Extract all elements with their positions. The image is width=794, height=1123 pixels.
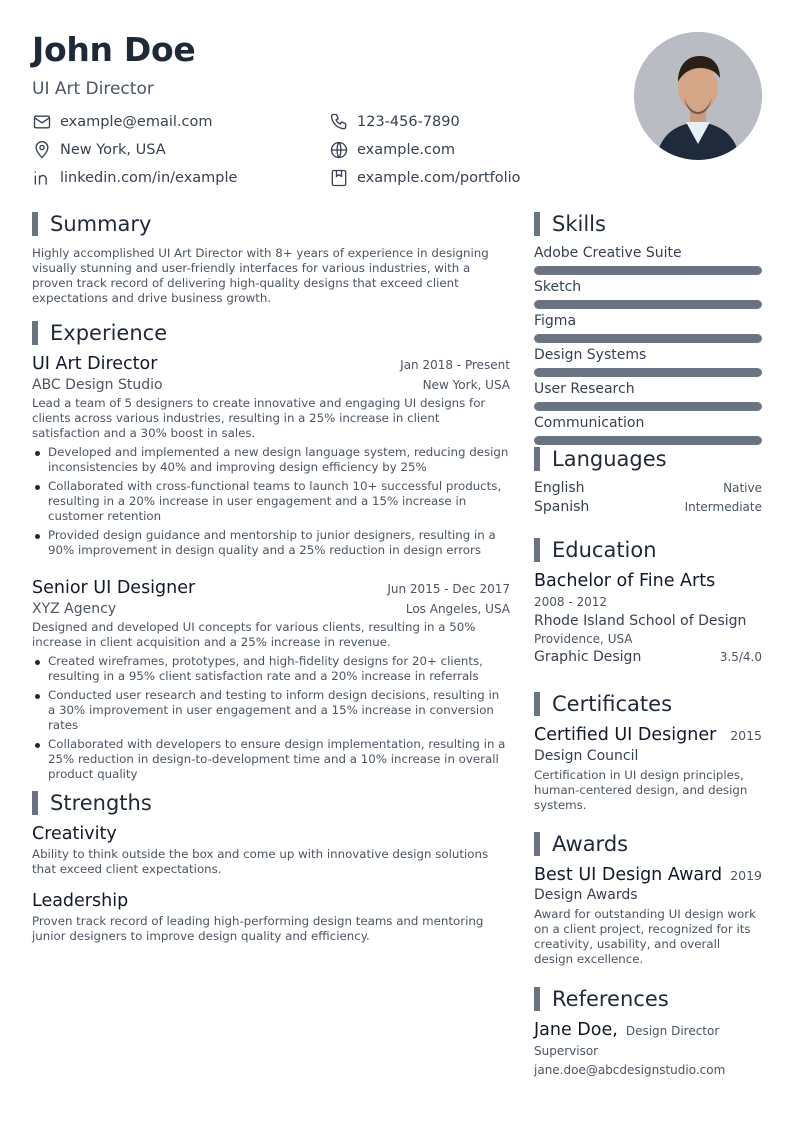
references-heading [534, 987, 669, 1011]
profile-photo [634, 32, 762, 160]
references-heading-text: References [552, 987, 669, 1011]
reference-relation: Supervisor [534, 1044, 599, 1058]
skills-heading-text: Skills [552, 212, 606, 236]
award-description: Award for outstanding UI design work on a client project, recognized for its creativity, usability, and overall design excellence. [534, 907, 756, 966]
job-title: Senior UI Designer [32, 578, 196, 598]
heading-accent-bar [534, 832, 540, 856]
certificate-entry [534, 725, 762, 813]
job-bullets [32, 445, 510, 558]
location-text: New York, USA [60, 142, 166, 158]
contact-phone[interactable] [329, 112, 460, 132]
portrait-image [634, 32, 762, 160]
summary-heading [32, 212, 151, 236]
reference-name-row [534, 1020, 762, 1040]
linkedin-text: linkedin.com/in/example [60, 170, 238, 186]
languages-list [534, 480, 762, 515]
language-item [534, 499, 762, 515]
reference-name: Jane Doe, [534, 1020, 618, 1040]
skill-bar-fill [534, 436, 762, 445]
heading-accent-bar [32, 212, 38, 236]
certificate-title: Certified UI Designer [534, 725, 717, 745]
reference-entry [534, 1020, 762, 1077]
contact-linkedin[interactable] [32, 168, 237, 188]
reference-role: Design Director [625, 1024, 720, 1038]
certificates-heading [534, 692, 672, 716]
job-title: UI Art Director [32, 354, 158, 374]
phone-icon [329, 112, 349, 132]
education-heading-text: Education [552, 538, 657, 562]
heading-accent-bar [32, 791, 38, 815]
skill-name: User Research [534, 381, 635, 397]
awards-heading [534, 832, 628, 856]
contact-email[interactable] [32, 112, 212, 132]
skill-bar [534, 334, 762, 343]
skill-name: Sketch [534, 279, 582, 295]
globe-icon [329, 140, 349, 160]
skill-item [534, 381, 762, 411]
strength-item [32, 824, 510, 877]
skill-name: Communication [534, 415, 645, 431]
awards-heading-text: Awards [552, 832, 629, 856]
job-dates: Jan 2018 - Present [400, 358, 510, 372]
job-location: Los Angeles, USA [405, 602, 510, 616]
job-location: New York, USA [422, 378, 510, 392]
map-pin-icon [32, 140, 52, 160]
education-field-row [534, 649, 762, 665]
job-company: XYZ Agency [32, 601, 117, 617]
award-entry [534, 865, 762, 967]
skill-bar-fill [534, 266, 762, 275]
skill-bar-fill [534, 300, 762, 309]
education-entry [534, 571, 762, 665]
languages-heading [534, 447, 667, 471]
experience-heading [32, 321, 167, 345]
job-bullet: Created wireframes, prototypes, and high-fidelity designs for 20+ clients, resulting in a 95% client satisfaction rate and a 20% increase in referrals [32, 654, 510, 684]
reference-email[interactable]: jane.doe@abcdesignstudio.com [534, 1063, 726, 1077]
award-year: 2019 [730, 868, 762, 883]
job-description: Lead a team of 5 designers to create innovative and engaging UI designs for clients across various industries, resulting in a 25% increase in client satisfaction and a 30% boost in sales. [32, 396, 486, 440]
job-entry [32, 578, 510, 786]
contact-portfolio[interactable] [329, 168, 521, 188]
candidate-title: UI Art Director [32, 79, 154, 99]
job-bullet: Collaborated with cross-functional teams to launch 10+ successful products, resulting in a 20% increase in user engagement and a 15% increase in customer retention [32, 479, 510, 524]
skill-item [534, 279, 762, 309]
portfolio-text: example.com/portfolio [357, 170, 521, 186]
job-dates: Jun 2015 - Dec 2017 [387, 582, 510, 596]
gpa: 3.5/4.0 [719, 650, 762, 664]
heading-accent-bar [534, 447, 540, 471]
job-description: Designed and developed UI concepts for various clients, resulting in a 50% increase in client acquisition and a 25% increase in revenue. [32, 620, 476, 649]
skills-list [534, 245, 762, 445]
strength-text: Proven track record of leading high-performing design teams and mentoring junior designers to improve design quality and efficiency. [32, 914, 484, 943]
job-entry [32, 354, 510, 562]
heading-accent-bar [534, 987, 540, 1011]
school-location: Providence, USA [534, 632, 633, 646]
skill-bar-fill [534, 334, 762, 343]
skill-bar [534, 266, 762, 275]
experience-heading-text: Experience [50, 321, 168, 345]
job-bullet: Collaborated with developers to ensure design implementation, resulting in a 25% reduction in design-to-development time and a 10% increase in overall product quality [32, 737, 510, 782]
heading-accent-bar [32, 321, 38, 345]
contact-website[interactable] [329, 140, 455, 160]
degree-title: Bachelor of Fine Arts [534, 571, 716, 591]
job-bullet: Conducted user research and testing to inform design decisions, resulting in a 30% improvement in user engagement and a 15% increase in conversion rates [32, 688, 510, 733]
skill-bar [534, 402, 762, 411]
strength-title: Creativity [32, 824, 117, 844]
languages-heading-text: Languages [552, 447, 667, 471]
skill-item [534, 347, 762, 377]
language-name: English [534, 480, 585, 496]
heading-accent-bar [534, 212, 540, 236]
skill-item [534, 313, 762, 343]
skill-bar [534, 300, 762, 309]
school-name: Rhode Island School of Design [534, 613, 747, 629]
job-company: ABC Design Studio [32, 377, 163, 393]
skill-bar [534, 436, 762, 445]
language-name: Spanish [534, 499, 590, 515]
heading-accent-bar [534, 692, 540, 716]
summary-text: Highly accomplished UI Art Director with 8+ years of experience in designing visually stunning and user-friendly interfaces for various industries, with a proven track record of delivering high-quality designs that exceed client expectations and drive business growth. [32, 246, 489, 305]
skills-heading [534, 212, 606, 236]
strength-title: Leadership [32, 891, 129, 911]
education-dates: 2008 - 2012 [534, 595, 608, 609]
job-bullets [32, 654, 510, 782]
strengths-heading-text: Strengths [50, 791, 152, 815]
skill-name: Adobe Creative Suite [534, 245, 682, 261]
website-text: example.com [357, 142, 455, 158]
skill-item [534, 415, 762, 445]
certificate-issuer: Design Council [534, 748, 639, 764]
award-title: Best UI Design Award [534, 865, 723, 885]
skill-bar-fill [534, 368, 762, 377]
heading-accent-bar [534, 538, 540, 562]
envelope-icon [32, 112, 52, 132]
phone-text: 123-456-7890 [357, 114, 460, 130]
strengths-heading [32, 791, 152, 815]
candidate-name: John Doe [32, 30, 196, 69]
education-heading [534, 538, 657, 562]
skill-bar [534, 368, 762, 377]
field-of-study: Graphic Design [534, 649, 642, 665]
email-text: example@email.com [60, 114, 213, 130]
skill-item [534, 245, 762, 275]
skill-name: Design Systems [534, 347, 647, 363]
skill-name: Figma [534, 313, 577, 329]
award-title-row [534, 865, 762, 885]
skill-bar-fill [534, 402, 762, 411]
certificate-year: 2015 [730, 728, 762, 743]
bookmark-box-icon [329, 168, 349, 188]
summary-heading-text: Summary [50, 212, 152, 236]
job-bullet: Provided design guidance and mentorship to junior designers, resulting in a 90% improvement in design quality and a 25% reduction in design errors [32, 528, 510, 558]
award-issuer: Design Awards [534, 887, 638, 903]
language-level: Intermediate [684, 500, 762, 514]
certificates-heading-text: Certificates [552, 692, 673, 716]
language-level: Native [723, 481, 762, 495]
linkedin-icon [32, 168, 52, 188]
certificate-description: Certification in UI design principles, human-centered design, and design systems. [534, 768, 748, 812]
contact-location [32, 140, 166, 160]
strength-text: Ability to think outside the box and come up with innovative design solutions that exceed client expectations. [32, 847, 489, 876]
strength-item [32, 891, 510, 944]
language-item [534, 480, 762, 496]
certificate-title-row [534, 725, 762, 745]
job-bullet: Developed and implemented a new design language system, reducing design inconsistencies by 40% and improving design efficiency by 25% [32, 445, 510, 475]
